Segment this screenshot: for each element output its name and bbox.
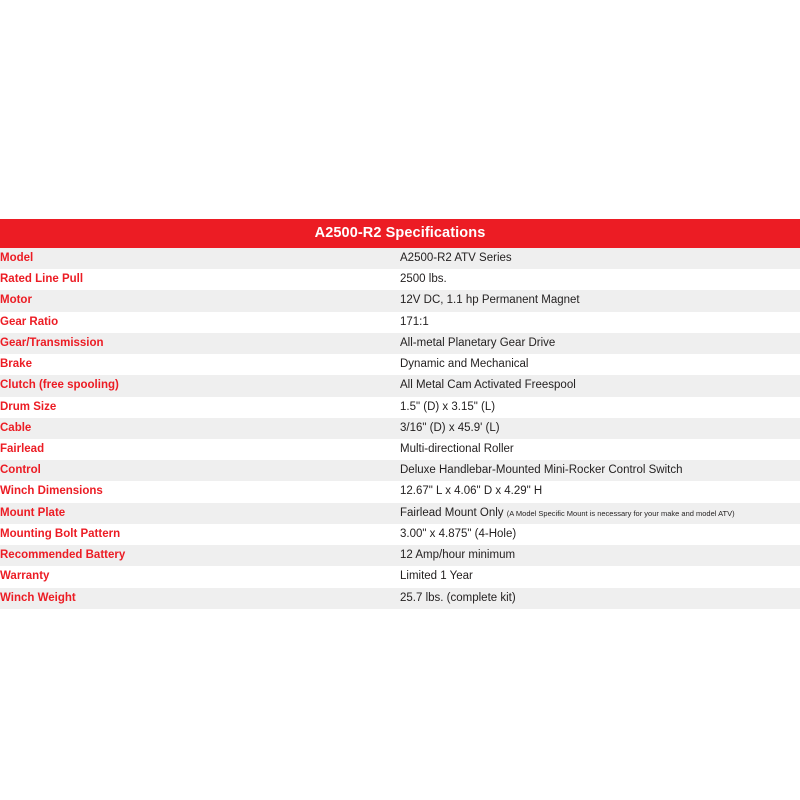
- table-row: [0, 375, 800, 396]
- table-row: [0, 354, 800, 375]
- spec-label: Rated Line Pull: [0, 269, 400, 290]
- spec-value: Deluxe Handlebar-Mounted Mini-Rocker Control Switch: [400, 460, 800, 481]
- table-row: [0, 290, 800, 311]
- spec-value: 3/16" (D) x 45.9' (L): [400, 418, 800, 439]
- spec-label: Brake: [0, 354, 400, 375]
- spec-value: Multi-directional Roller: [400, 439, 800, 460]
- spec-value: 12 Amp/hour minimum: [400, 545, 800, 566]
- table-row: [0, 269, 800, 290]
- table-title: A2500-R2 Specifications: [0, 219, 800, 248]
- table-row: [0, 460, 800, 481]
- specifications-table: [0, 219, 800, 609]
- spec-value: [400, 503, 800, 524]
- table-row: [0, 481, 800, 502]
- table-row: [0, 588, 800, 609]
- spec-label: Winch Dimensions: [0, 481, 400, 502]
- spec-label: Mount Plate: [0, 503, 400, 524]
- spec-label: Gear/Transmission: [0, 333, 400, 354]
- spec-value: 3.00" x 4.875" (4-Hole): [400, 524, 800, 545]
- spec-value-text: Fairlead Mount Only: [400, 506, 504, 519]
- spec-value: 1.5" (D) x 3.15" (L): [400, 397, 800, 418]
- table-header: [0, 219, 800, 248]
- spec-value: Limited 1 Year: [400, 566, 800, 587]
- spec-label: Model: [0, 248, 400, 269]
- table-row: [0, 333, 800, 354]
- table-row: [0, 248, 800, 269]
- spec-label: Gear Ratio: [0, 312, 400, 333]
- spec-value-note: (A Model Specific Mount is necessary for your make and model ATV): [506, 508, 735, 518]
- spec-label: Mounting Bolt Pattern: [0, 524, 400, 545]
- spec-label: Winch Weight: [0, 588, 400, 609]
- spec-label: Fairlead: [0, 439, 400, 460]
- table-row: [0, 503, 800, 524]
- spec-value: 12.67" L x 4.06" D x 4.29" H: [400, 481, 800, 502]
- table-title-row: [0, 219, 800, 248]
- spec-label: Control: [0, 460, 400, 481]
- spec-label: Recommended Battery: [0, 545, 400, 566]
- table-row: [0, 545, 800, 566]
- spec-value: All Metal Cam Activated Freespool: [400, 375, 800, 396]
- spec-value: 12V DC, 1.1 hp Permanent Magnet: [400, 290, 800, 311]
- spec-value: All-metal Planetary Gear Drive: [400, 333, 800, 354]
- table-body: [0, 248, 800, 609]
- table-row: [0, 439, 800, 460]
- spec-label: Warranty: [0, 566, 400, 587]
- spec-label: Clutch (free spooling): [0, 375, 400, 396]
- spec-value: 171:1: [400, 312, 800, 333]
- spec-label: Drum Size: [0, 397, 400, 418]
- table-row: [0, 566, 800, 587]
- table-row: [0, 312, 800, 333]
- table-row: [0, 524, 800, 545]
- spec-value: A2500-R2 ATV Series: [400, 248, 800, 269]
- spec-value: 2500 lbs.: [400, 269, 800, 290]
- spec-label: Cable: [0, 418, 400, 439]
- spec-label: Motor: [0, 290, 400, 311]
- spec-value: Dynamic and Mechanical: [400, 354, 800, 375]
- table-row: [0, 418, 800, 439]
- specifications-table-container: [0, 219, 800, 609]
- table-row: [0, 397, 800, 418]
- spec-value: 25.7 lbs. (complete kit): [400, 588, 800, 609]
